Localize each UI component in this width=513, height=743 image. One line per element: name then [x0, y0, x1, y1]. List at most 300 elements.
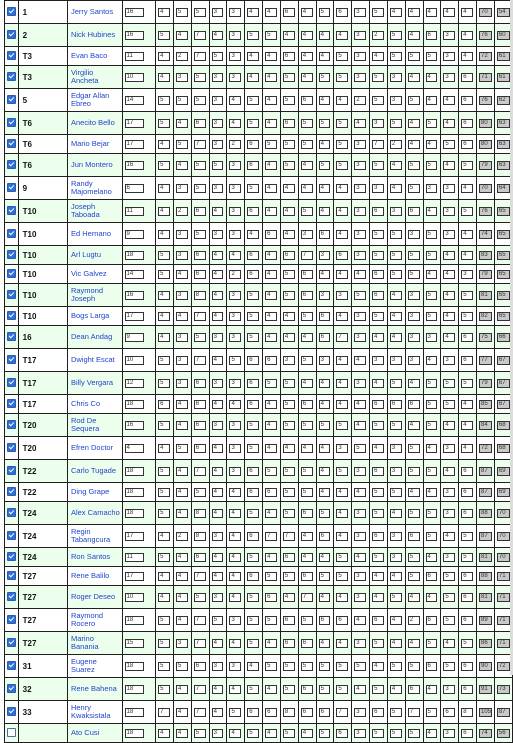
hole-3-score-input[interactable]: 6	[194, 400, 206, 409]
hole-12-score-input[interactable]: 3	[354, 140, 366, 149]
hole-15-score-input[interactable]: 5	[408, 572, 420, 581]
hole-14-score-input[interactable]: 4	[390, 639, 402, 648]
hole-6-score-input[interactable]: 4	[247, 230, 259, 239]
handicap-input[interactable]: 18	[125, 662, 145, 671]
hole-13-score-input[interactable]: 5	[372, 488, 384, 497]
hole-15-score-input[interactable]: 5	[408, 553, 420, 562]
hole-2-score-input[interactable]: 3	[176, 639, 188, 648]
hole-17-score-input[interactable]: 5	[443, 593, 455, 602]
hole-7-score-input[interactable]: 4	[265, 251, 277, 260]
hole-6-score-input[interactable]: 6	[247, 532, 259, 541]
hole-5-score-input[interactable]: 4	[229, 509, 241, 518]
hole-7-score-input[interactable]: 5	[265, 467, 277, 476]
hole-2-score-input[interactable]: 4	[176, 31, 188, 40]
hole-7-score-input[interactable]: 4	[265, 685, 277, 694]
hole-1-score-input[interactable]: 5	[158, 379, 170, 388]
hole-2-score-input[interactable]: 3	[176, 251, 188, 260]
hole-15-score-input[interactable]: 5	[408, 251, 420, 260]
hole-18-score-input[interactable]: 6	[461, 356, 473, 365]
row-select-checkbox[interactable]	[7, 269, 16, 278]
hole-14-score-input[interactable]: 3	[390, 73, 402, 82]
hole-6-score-input[interactable]: 5	[247, 685, 259, 694]
hole-2-score-input[interactable]: 4	[176, 421, 188, 430]
hole-9-score-input[interactable]: 7	[301, 593, 313, 602]
hole-14-score-input[interactable]: 3	[390, 356, 402, 365]
hole-3-score-input[interactable]: 5	[194, 333, 206, 342]
hole-11-score-input[interactable]: 7	[336, 708, 348, 717]
hole-12-score-input[interactable]: 3	[354, 572, 366, 581]
hole-4-score-input[interactable]: 4	[212, 356, 224, 365]
hole-7-score-input[interactable]: 4	[265, 8, 277, 17]
hole-18-score-input[interactable]: 4	[461, 230, 473, 239]
hole-16-score-input[interactable]: 4	[426, 73, 438, 82]
handicap-input[interactable]: 10	[125, 73, 145, 82]
hole-5-score-input[interactable]: 3	[229, 31, 241, 40]
hole-8-score-input[interactable]: 4	[283, 207, 295, 216]
hole-2-score-input[interactable]: 5	[176, 96, 188, 105]
handicap-input[interactable]: 10	[125, 356, 145, 365]
hole-1-score-input[interactable]: 4	[158, 333, 170, 342]
hole-10-score-input[interactable]: 5	[319, 729, 331, 738]
hole-3-score-input[interactable]: 6	[194, 662, 206, 671]
handicap-input[interactable]: 12	[125, 379, 145, 388]
hole-11-score-input[interactable]: 6	[336, 251, 348, 260]
hole-2-score-input[interactable]: 2	[176, 52, 188, 61]
hole-8-score-input[interactable]: 5	[283, 96, 295, 105]
hole-1-score-input[interactable]: 4	[158, 140, 170, 149]
hole-14-score-input[interactable]: 5	[390, 421, 402, 430]
hole-8-score-input[interactable]: 6	[283, 616, 295, 625]
hole-17-score-input[interactable]: 4	[443, 8, 455, 17]
row-select-checkbox[interactable]	[7, 571, 16, 580]
hole-13-score-input[interactable]: 5	[372, 639, 384, 648]
hole-10-score-input[interactable]: 6	[319, 616, 331, 625]
player-name-link[interactable]: Mario Bejar	[67, 135, 122, 154]
hole-4-score-input[interactable]: 4	[212, 312, 224, 321]
hole-2-score-input[interactable]: 4	[176, 488, 188, 497]
row-select-checkbox[interactable]	[7, 332, 16, 341]
hole-5-score-input[interactable]: 3	[229, 8, 241, 17]
hole-18-score-input[interactable]: 6	[461, 729, 473, 738]
hole-11-score-input[interactable]: 4	[336, 400, 348, 409]
hole-14-score-input[interactable]: 4	[390, 616, 402, 625]
hole-16-score-input[interactable]: 4	[426, 96, 438, 105]
hole-7-score-input[interactable]: 4	[265, 421, 277, 430]
hole-13-score-input[interactable]: 6	[372, 532, 384, 541]
hole-6-score-input[interactable]: 6	[247, 140, 259, 149]
hole-4-score-input[interactable]: 3	[212, 96, 224, 105]
player-name-link[interactable]: Ron Santos	[67, 548, 122, 567]
hole-5-score-input[interactable]: 4	[229, 488, 241, 497]
hole-5-score-input[interactable]: 3	[229, 312, 241, 321]
hole-1-score-input[interactable]: 5	[158, 31, 170, 40]
hole-6-score-input[interactable]: 6	[247, 207, 259, 216]
hole-3-score-input[interactable]: 6	[194, 207, 206, 216]
handicap-input[interactable]: 18	[125, 729, 145, 738]
row-select-checkbox[interactable]	[7, 139, 16, 148]
hole-6-score-input[interactable]: 4	[247, 662, 259, 671]
hole-18-score-input[interactable]: 5	[461, 207, 473, 216]
hole-5-score-input[interactable]: 3	[229, 184, 241, 193]
hole-12-score-input[interactable]: 3	[354, 708, 366, 717]
hole-15-score-input[interactable]: 3	[408, 312, 420, 321]
hole-4-score-input[interactable]: 4	[212, 708, 224, 717]
hole-16-score-input[interactable]: 5	[426, 708, 438, 717]
hole-1-score-input[interactable]: 4	[158, 444, 170, 453]
hole-14-score-input[interactable]: 5	[390, 119, 402, 128]
hole-6-score-input[interactable]: 5	[247, 421, 259, 430]
hole-18-score-input[interactable]: 6	[461, 593, 473, 602]
row-select-checkbox[interactable]	[7, 72, 16, 81]
hole-15-score-input[interactable]: 4	[408, 593, 420, 602]
hole-17-score-input[interactable]: 4	[443, 532, 455, 541]
hole-16-score-input[interactable]: 4	[426, 356, 438, 365]
hole-6-score-input[interactable]: 5	[247, 553, 259, 562]
hole-6-score-input[interactable]: 5	[247, 639, 259, 648]
player-name-link[interactable]: Nick Hubines	[67, 24, 122, 47]
hole-17-score-input[interactable]: 4	[443, 467, 455, 476]
hole-10-score-input[interactable]: 4	[319, 207, 331, 216]
hole-14-score-input[interactable]: 2	[390, 140, 402, 149]
hole-16-score-input[interactable]: 5	[426, 467, 438, 476]
hole-12-score-input[interactable]: 3	[354, 73, 366, 82]
hole-17-score-input[interactable]: 5	[443, 400, 455, 409]
hole-3-score-input[interactable]: 7	[194, 639, 206, 648]
hole-2-score-input[interactable]: 5	[176, 444, 188, 453]
hole-13-score-input[interactable]: 7	[372, 140, 384, 149]
hole-4-score-input[interactable]: 3	[212, 230, 224, 239]
hole-10-score-input[interactable]: 4	[319, 31, 331, 40]
hole-10-score-input[interactable]: 5	[319, 572, 331, 581]
handicap-input[interactable]: 17	[125, 572, 145, 581]
hole-6-score-input[interactable]: 5	[247, 333, 259, 342]
hole-15-score-input[interactable]: 6	[408, 207, 420, 216]
hole-5-score-input[interactable]: 5	[229, 356, 241, 365]
hole-5-score-input[interactable]: 5	[229, 708, 241, 717]
hole-14-score-input[interactable]: 5	[390, 729, 402, 738]
player-name-link[interactable]: Ato Cusi	[67, 724, 122, 743]
hole-5-score-input[interactable]: 4	[229, 729, 241, 738]
hole-4-score-input[interactable]: 3	[212, 73, 224, 82]
hole-7-score-input[interactable]: 4	[265, 184, 277, 193]
hole-5-score-input[interactable]: 4	[229, 572, 241, 581]
hole-15-score-input[interactable]: 6	[408, 400, 420, 409]
hole-5-score-input[interactable]: 4	[229, 685, 241, 694]
hole-6-score-input[interactable]: 5	[247, 291, 259, 300]
hole-1-score-input[interactable]: 5	[158, 685, 170, 694]
row-select-checkbox[interactable]	[7, 311, 16, 320]
hole-4-score-input[interactable]: 4	[212, 509, 224, 518]
hole-9-score-input[interactable]: 6	[301, 639, 313, 648]
hole-7-score-input[interactable]: 4	[265, 96, 277, 105]
hole-16-score-input[interactable]: 5	[426, 230, 438, 239]
hole-14-score-input[interactable]: 3	[390, 96, 402, 105]
hole-13-score-input[interactable]: 6	[372, 467, 384, 476]
hole-1-score-input[interactable]: 5	[158, 119, 170, 128]
player-name-link[interactable]: Henry Kwaksistala	[67, 701, 122, 724]
hole-8-score-input[interactable]: 4	[283, 444, 295, 453]
hole-5-score-input[interactable]: 4	[229, 119, 241, 128]
hole-17-score-input[interactable]: 3	[443, 444, 455, 453]
row-select-checkbox[interactable]	[7, 443, 16, 452]
hole-11-score-input[interactable]: 5	[336, 421, 348, 430]
hole-8-score-input[interactable]: 5	[283, 509, 295, 518]
hole-4-score-input[interactable]: 4	[212, 207, 224, 216]
hole-7-score-input[interactable]: 4	[265, 291, 277, 300]
hole-8-score-input[interactable]: 5	[283, 685, 295, 694]
hole-5-score-input[interactable]: 4	[229, 532, 241, 541]
hole-5-score-input[interactable]: 3	[229, 207, 241, 216]
handicap-input[interactable]: 18	[125, 616, 145, 625]
hole-4-score-input[interactable]: 4	[212, 291, 224, 300]
hole-13-score-input[interactable]: 3	[372, 356, 384, 365]
hole-6-score-input[interactable]: 6	[247, 467, 259, 476]
hole-11-score-input[interactable]: 4	[336, 230, 348, 239]
hole-18-score-input[interactable]: 4	[461, 444, 473, 453]
hole-17-score-input[interactable]: 5	[443, 572, 455, 581]
hole-3-score-input[interactable]: 7	[194, 467, 206, 476]
hole-2-score-input[interactable]: 5	[176, 8, 188, 17]
hole-16-score-input[interactable]: 4	[426, 140, 438, 149]
hole-16-score-input[interactable]: 5	[426, 251, 438, 260]
hole-2-score-input[interactable]: 3	[176, 356, 188, 365]
hole-2-score-input[interactable]: 3	[176, 73, 188, 82]
hole-18-score-input[interactable]: 4	[461, 421, 473, 430]
hole-9-score-input[interactable]: 6	[301, 400, 313, 409]
hole-9-score-input[interactable]: 4	[301, 161, 313, 170]
hole-13-score-input[interactable]: 4	[372, 52, 384, 61]
hole-16-score-input[interactable]: 4	[426, 488, 438, 497]
hole-4-score-input[interactable]: 3	[212, 184, 224, 193]
hole-8-score-input[interactable]: 5	[283, 467, 295, 476]
hole-10-score-input[interactable]: 6	[319, 532, 331, 541]
handicap-input[interactable]: 11	[125, 52, 145, 61]
hole-12-score-input[interactable]: 5	[354, 662, 366, 671]
hole-18-score-input[interactable]: 5	[461, 312, 473, 321]
row-select-checkbox[interactable]	[7, 30, 16, 39]
hole-2-score-input[interactable]: 3	[176, 184, 188, 193]
hole-16-score-input[interactable]: 5	[426, 532, 438, 541]
handicap-input[interactable]: 17	[125, 119, 145, 128]
hole-7-score-input[interactable]: 6	[265, 230, 277, 239]
handicap-input[interactable]: 18	[125, 251, 145, 260]
hole-9-score-input[interactable]: 5	[301, 421, 313, 430]
hole-12-score-input[interactable]: 5	[354, 291, 366, 300]
row-select-checkbox[interactable]	[7, 487, 16, 496]
hole-7-score-input[interactable]: 5	[265, 379, 277, 388]
hole-18-score-input[interactable]: 6	[461, 572, 473, 581]
hole-10-score-input[interactable]: 4	[319, 184, 331, 193]
handicap-input[interactable]: 6	[125, 184, 145, 193]
hole-1-score-input[interactable]: 4	[158, 312, 170, 321]
hole-2-score-input[interactable]: 4	[176, 509, 188, 518]
hole-17-score-input[interactable]: 4	[443, 251, 455, 260]
hole-3-score-input[interactable]: 7	[194, 312, 206, 321]
hole-13-score-input[interactable]: 4	[372, 379, 384, 388]
hole-11-score-input[interactable]: 4	[336, 96, 348, 105]
hole-17-score-input[interactable]: 3	[443, 207, 455, 216]
hole-11-score-input[interactable]: 5	[336, 119, 348, 128]
hole-9-score-input[interactable]: 5	[301, 356, 313, 365]
hole-18-score-input[interactable]: 6	[461, 488, 473, 497]
hole-13-score-input[interactable]: 5	[372, 509, 384, 518]
hole-3-score-input[interactable]: 7	[194, 356, 206, 365]
hole-17-score-input[interactable]: 4	[443, 270, 455, 279]
hole-5-score-input[interactable]: 2	[229, 140, 241, 149]
hole-10-score-input[interactable]: 5	[319, 161, 331, 170]
hole-4-score-input[interactable]: 3	[212, 593, 224, 602]
hole-1-score-input[interactable]: 6	[158, 400, 170, 409]
hole-17-score-input[interactable]: 3	[443, 31, 455, 40]
hole-1-score-input[interactable]: 5	[158, 356, 170, 365]
hole-2-score-input[interactable]: 5	[176, 662, 188, 671]
hole-15-score-input[interactable]: 4	[408, 140, 420, 149]
hole-10-score-input[interactable]: 4	[319, 593, 331, 602]
hole-1-score-input[interactable]: 4	[158, 73, 170, 82]
hole-16-score-input[interactable]: 4	[426, 593, 438, 602]
row-select-checkbox[interactable]	[7, 684, 16, 693]
hole-16-score-input[interactable]: 5	[426, 509, 438, 518]
handicap-input[interactable]: 10	[125, 593, 145, 602]
hole-15-score-input[interactable]: 4	[408, 31, 420, 40]
hole-8-score-input[interactable]: 5	[283, 488, 295, 497]
hole-17-score-input[interactable]: 3	[443, 488, 455, 497]
hole-10-score-input[interactable]: 6	[319, 312, 331, 321]
hole-15-score-input[interactable]: 3	[408, 230, 420, 239]
hole-15-score-input[interactable]: 3	[408, 291, 420, 300]
hole-6-score-input[interactable]: 5	[247, 729, 259, 738]
hole-2-score-input[interactable]: 4	[176, 161, 188, 170]
hole-11-score-input[interactable]: 4	[336, 593, 348, 602]
hole-13-score-input[interactable]: 5	[372, 8, 384, 17]
hole-4-score-input[interactable]: 4	[212, 467, 224, 476]
hole-16-score-input[interactable]: 4	[426, 553, 438, 562]
hole-17-score-input[interactable]: 5	[443, 616, 455, 625]
hole-10-score-input[interactable]: 4	[319, 96, 331, 105]
row-select-checkbox[interactable]	[7, 229, 16, 238]
hole-2-score-input[interactable]: 4	[176, 685, 188, 694]
hole-17-score-input[interactable]: 4	[443, 291, 455, 300]
hole-9-score-input[interactable]: 4	[301, 729, 313, 738]
hole-7-score-input[interactable]: 6	[265, 488, 277, 497]
hole-9-score-input[interactable]: 6	[301, 685, 313, 694]
hole-16-score-input[interactable]: 6	[426, 572, 438, 581]
row-select-checkbox[interactable]	[7, 707, 16, 716]
hole-10-score-input[interactable]: 3	[319, 356, 331, 365]
row-select-checkbox[interactable]	[7, 290, 16, 299]
row-select-checkbox[interactable]	[7, 206, 16, 215]
hole-2-score-input[interactable]: 4	[176, 119, 188, 128]
hole-5-score-input[interactable]: 3	[229, 333, 241, 342]
hole-1-score-input[interactable]: 5	[158, 509, 170, 518]
handicap-input[interactable]: 18	[125, 467, 145, 476]
hole-12-score-input[interactable]: 4	[354, 421, 366, 430]
hole-5-score-input[interactable]: 3	[229, 73, 241, 82]
hole-12-score-input[interactable]: 4	[354, 488, 366, 497]
hole-3-score-input[interactable]: 5	[194, 488, 206, 497]
hole-18-score-input[interactable]: 5	[461, 379, 473, 388]
hole-8-score-input[interactable]: 5	[283, 729, 295, 738]
handicap-input[interactable]: 16	[125, 161, 145, 170]
hole-11-score-input[interactable]: 4	[336, 356, 348, 365]
hole-4-score-input[interactable]: 4	[212, 553, 224, 562]
hole-6-score-input[interactable]: 5	[247, 312, 259, 321]
hole-7-score-input[interactable]: 4	[265, 639, 277, 648]
hole-6-score-input[interactable]: 5	[247, 31, 259, 40]
handicap-input[interactable]: 14	[125, 270, 145, 279]
hole-14-score-input[interactable]: 5	[390, 230, 402, 239]
hole-4-score-input[interactable]: 3	[212, 532, 224, 541]
hole-13-score-input[interactable]: 3	[372, 119, 384, 128]
hole-1-score-input[interactable]: 5	[158, 488, 170, 497]
hole-2-score-input[interactable]: 3	[176, 379, 188, 388]
hole-9-score-input[interactable]: 4	[301, 444, 313, 453]
hole-1-score-input[interactable]: 4	[158, 593, 170, 602]
row-select-checkbox[interactable]	[7, 7, 16, 16]
hole-12-score-input[interactable]: 3	[354, 509, 366, 518]
hole-12-score-input[interactable]: 3	[354, 52, 366, 61]
hole-12-score-input[interactable]: 3	[354, 207, 366, 216]
hole-6-score-input[interactable]: 4	[247, 73, 259, 82]
hole-6-score-input[interactable]: 6	[247, 708, 259, 717]
hole-9-score-input[interactable]: 6	[301, 270, 313, 279]
row-select-checkbox[interactable]	[7, 508, 16, 517]
hole-9-score-input[interactable]: 3	[301, 230, 313, 239]
hole-12-score-input[interactable]: 3	[354, 333, 366, 342]
hole-9-score-input[interactable]: 4	[301, 8, 313, 17]
hole-15-score-input[interactable]: 4	[408, 379, 420, 388]
hole-13-score-input[interactable]: 6	[372, 708, 384, 717]
player-name-link[interactable]: Ed Hernano	[67, 223, 122, 246]
player-name-link[interactable]: Edgar Allan Ebreo	[67, 89, 122, 112]
hole-13-score-input[interactable]: 4	[372, 333, 384, 342]
hole-2-score-input[interactable]: 2	[176, 207, 188, 216]
hole-9-score-input[interactable]: 4	[301, 532, 313, 541]
hole-3-score-input[interactable]: 7	[194, 140, 206, 149]
hole-9-score-input[interactable]: 5	[301, 662, 313, 671]
hole-17-score-input[interactable]: 3	[443, 230, 455, 239]
hole-11-score-input[interactable]: 6	[336, 729, 348, 738]
hole-3-score-input[interactable]: 5	[194, 230, 206, 239]
hole-8-score-input[interactable]: 5	[283, 572, 295, 581]
hole-2-score-input[interactable]: 4	[176, 270, 188, 279]
hole-5-score-input[interactable]: 4	[229, 593, 241, 602]
hole-5-score-input[interactable]: 3	[229, 662, 241, 671]
hole-11-score-input[interactable]: 4	[336, 207, 348, 216]
hole-4-score-input[interactable]: 3	[212, 333, 224, 342]
hole-3-score-input[interactable]: 5	[194, 96, 206, 105]
player-name-link[interactable]: Randy Majomelano	[67, 177, 122, 200]
row-select-checkbox[interactable]	[7, 160, 16, 169]
hole-16-score-input[interactable]: 6	[426, 662, 438, 671]
handicap-input[interactable]: 16	[125, 421, 145, 430]
hole-13-score-input[interactable]: 6	[372, 270, 384, 279]
hole-18-score-input[interactable]: 5	[461, 291, 473, 300]
hole-9-score-input[interactable]: 5	[301, 119, 313, 128]
hole-7-score-input[interactable]: 4	[265, 444, 277, 453]
hole-3-score-input[interactable]: 5	[194, 593, 206, 602]
hole-2-score-input[interactable]: 4	[176, 729, 188, 738]
hole-1-score-input[interactable]: 5	[158, 96, 170, 105]
hole-1-score-input[interactable]: 5	[158, 662, 170, 671]
hole-14-score-input[interactable]: 3	[390, 444, 402, 453]
hole-16-score-input[interactable]: 4	[426, 270, 438, 279]
hole-16-score-input[interactable]: 6	[426, 31, 438, 40]
hole-18-score-input[interactable]: 4	[461, 251, 473, 260]
hole-17-score-input[interactable]: 5	[443, 662, 455, 671]
hole-13-score-input[interactable]: 4	[372, 662, 384, 671]
hole-16-score-input[interactable]: 3	[426, 333, 438, 342]
